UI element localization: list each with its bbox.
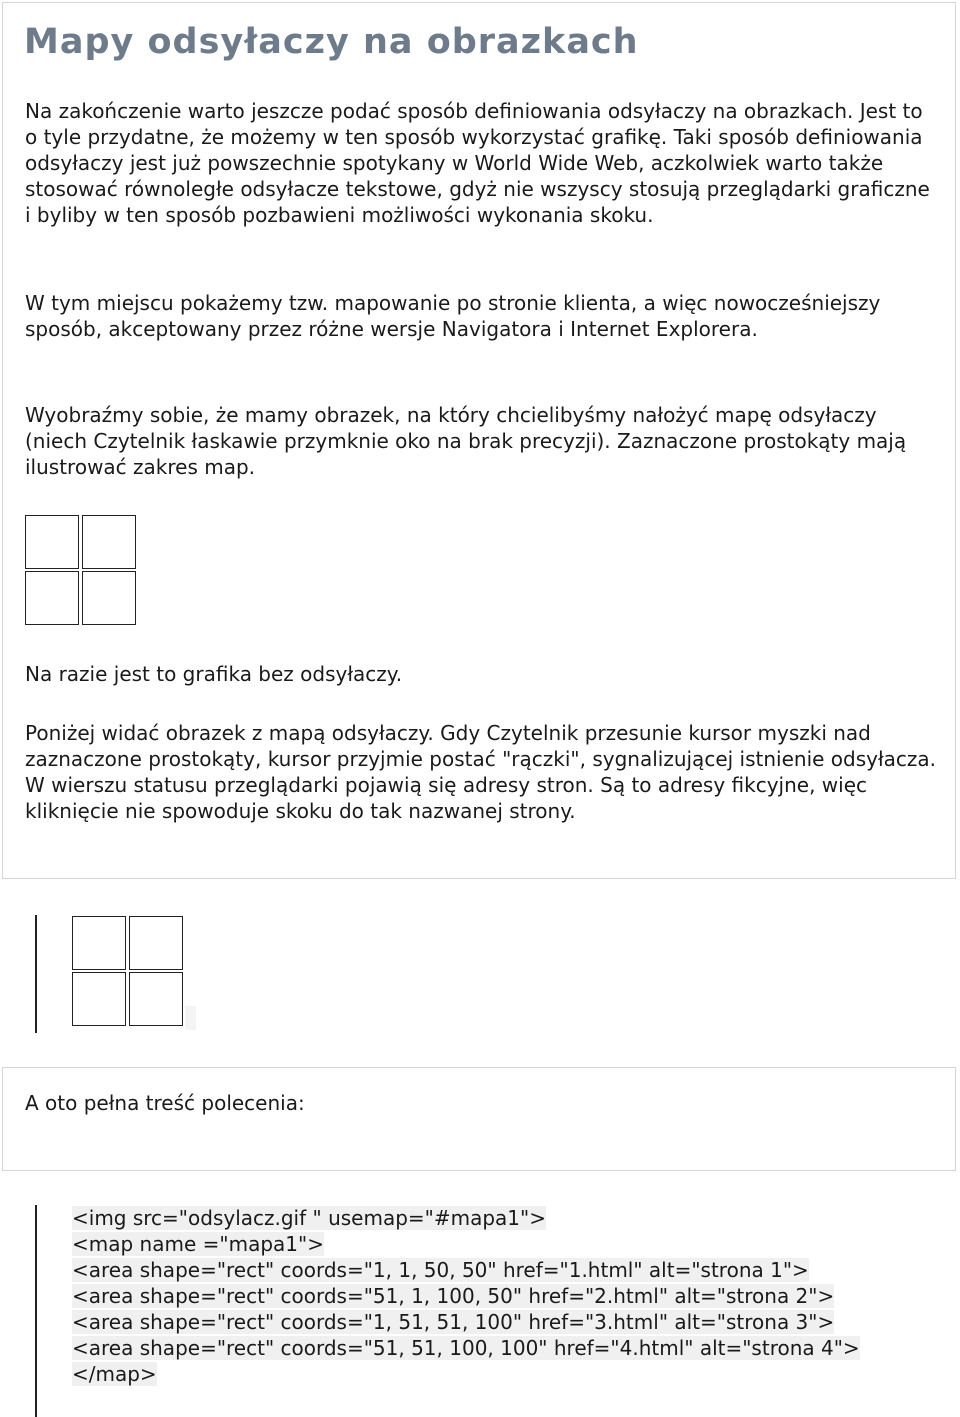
- code-line: <area shape="rect" coords="51, 1, 100, 50" href="2.html" alt="strona 2">: [72, 1284, 835, 1308]
- intro-paragraph: Na zakończenie warto jeszcze podać sposób definiowania odsyłaczy na obrazkach. Jest to o tyle przydatne, że możemy w ten sposób wykorzystać grafikę. Taki sposób definiowania odsyłaczy jest już powszechnie spotykany w World Wide Web, aczkolwiek warto także stosować równoległe odsyłacze tekstowe, gdyż nie wszyscy stosują przeglądarki graficzne i byliby w ten sposób pozbawieni możliwości wykonania skoku.: [25, 99, 930, 227]
- page-title: Mapy odsyłaczy na obrazkach: [24, 22, 639, 62]
- image-description-paragraph: Wyobraźmy sobie, że mamy obrazek, na który chcielibyśmy nałożyć mapę odsyłaczy (niech Czytelnik łaskawie przymknie oko na brak precyzji). Zaznaczone prostokąty mają ilustrować zakres map.: [25, 403, 907, 479]
- image-rect-4: [82, 571, 136, 625]
- map-area-1[interactable]: [72, 916, 126, 970]
- code-line: <area shape="rect" coords="1, 51, 51, 100" href="3.html" alt="strona 3">: [72, 1310, 835, 1334]
- code-line: <img src="odsylacz.gif " usemap="#mapa1">: [72, 1206, 546, 1230]
- code-quote-bar: [35, 1205, 37, 1417]
- image-rect-2: [82, 515, 136, 569]
- client-side-paragraph: W tym miejscu pokażemy tzw. mapowanie po stronie klienta, a więc nowocześniejszy sposób, akceptowany przez różne wersje Navigatora i Internet Explorera.: [25, 291, 881, 341]
- map-area-4[interactable]: [129, 972, 183, 1026]
- no-links-note: Na razie jest to grafika bez odsyłaczy.: [25, 662, 403, 686]
- full-command-label: A oto pełna treść polecenia:: [25, 1091, 305, 1115]
- map-area-3[interactable]: [72, 972, 126, 1026]
- image-rect-1: [25, 515, 79, 569]
- code-line: <area shape="rect" coords="51, 51, 100, 100" href="4.html" alt="strona 4">: [72, 1336, 860, 1360]
- quote-bar: [35, 915, 37, 1033]
- code-line: <area shape="rect" coords="1, 1, 50, 50" href="1.html" alt="strona 1">: [72, 1258, 809, 1282]
- image-rect-3: [25, 571, 79, 625]
- code-line: </map>: [72, 1362, 157, 1386]
- map-area-2[interactable]: [129, 916, 183, 970]
- caption-frame: [2, 1067, 956, 1171]
- image-shadow: [185, 1006, 196, 1030]
- image-map-paragraph: Poniżej widać obrazek z mapą odsyłaczy. Gdy Czytelnik przesunie kursor myszki nad zaznaczone prostokąty, kursor przyjmie postać "rączki", sygnalizującej istnienie odsyłacza. W wierszu statusu przeglądarki pojawią się adresy stron. Są to adresy fikcyjne, więc kliknięcie nie spowoduje skoku do tak nazwanej strony.: [25, 721, 937, 823]
- code-block: [72, 1205, 942, 1387]
- code-line: <map name ="mapa1">: [72, 1232, 324, 1256]
